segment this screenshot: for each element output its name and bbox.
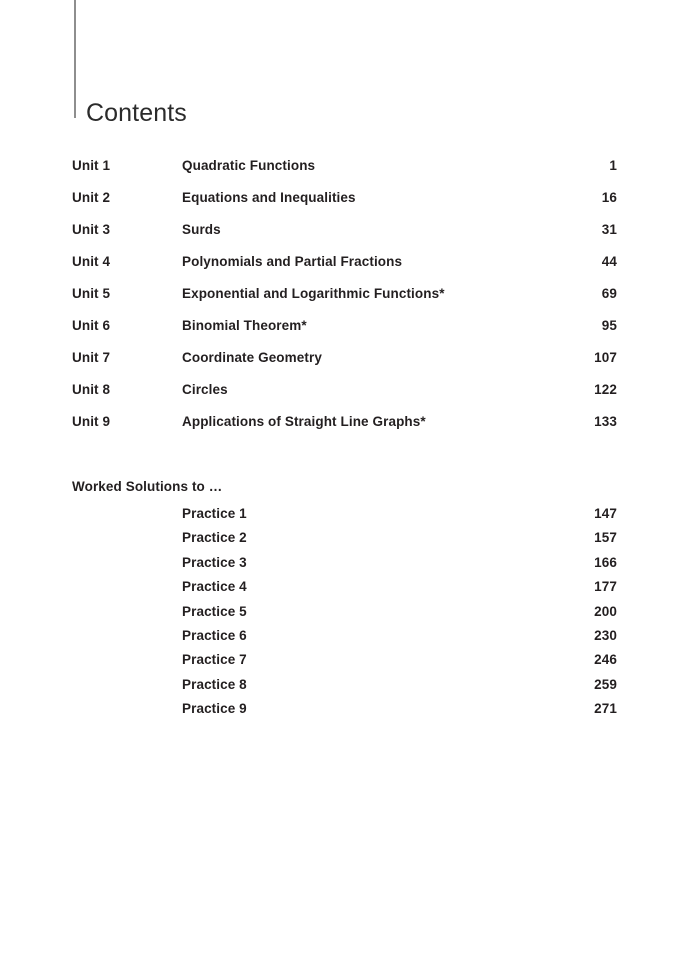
practice-page-number: 271 <box>594 701 617 717</box>
unit-page-number: 107 <box>594 350 617 365</box>
unit-label: Unit 2 <box>72 190 111 205</box>
list-item[interactable] <box>72 530 617 554</box>
table-row[interactable] <box>72 254 617 286</box>
practice-label: Practice 3 <box>182 554 247 570</box>
heading-vertical-rule <box>74 0 76 118</box>
units-table <box>72 158 617 446</box>
unit-page-number: 44 <box>601 254 617 269</box>
unit-page-number: 1 <box>609 158 617 173</box>
unit-label: Unit 1 <box>72 158 111 173</box>
unit-page-number: 133 <box>594 414 617 429</box>
unit-page-number: 31 <box>601 222 617 237</box>
list-item[interactable] <box>72 604 617 628</box>
practice-page-number: 230 <box>594 627 617 643</box>
unit-label: Unit 8 <box>72 382 111 397</box>
practice-page-number: 157 <box>594 530 617 546</box>
table-row[interactable] <box>72 350 617 382</box>
worked-solutions-section <box>72 479 617 726</box>
unit-page-number: 122 <box>594 382 617 397</box>
practice-label: Practice 1 <box>182 506 247 521</box>
unit-page-number: 95 <box>601 318 617 333</box>
practice-page-number: 166 <box>594 554 617 570</box>
unit-title: Polynomials and Partial Fractions <box>182 254 403 269</box>
table-row[interactable] <box>72 414 617 446</box>
unit-title: Coordinate Geometry <box>182 350 322 365</box>
unit-label: Unit 3 <box>72 222 111 237</box>
practice-label: Practice 5 <box>182 603 247 619</box>
practice-label: Practice 2 <box>182 530 247 546</box>
practice-label: Practice 8 <box>182 676 247 692</box>
unit-title: Binomial Theorem* <box>182 318 307 333</box>
practice-page-number: 200 <box>594 603 617 619</box>
list-item[interactable] <box>72 652 617 676</box>
unit-title: Exponential and Logarithmic Functions* <box>182 286 445 301</box>
practice-label: Practice 9 <box>182 701 247 717</box>
unit-label: Unit 4 <box>72 254 111 269</box>
list-item[interactable] <box>72 579 617 603</box>
unit-label: Unit 5 <box>72 286 111 301</box>
table-row[interactable] <box>72 222 617 254</box>
table-row[interactable] <box>72 318 617 350</box>
practice-label: Practice 6 <box>182 627 247 643</box>
practice-page-number: 246 <box>594 652 617 668</box>
table-row[interactable] <box>72 190 617 222</box>
unit-title: Circles <box>182 382 228 397</box>
practice-label: Practice 4 <box>182 579 247 595</box>
unit-title: Applications of Straight Line Graphs* <box>182 414 426 429</box>
worked-solutions-heading: Worked Solutions to … <box>72 479 223 494</box>
list-item[interactable] <box>72 628 617 652</box>
practice-page-number: 177 <box>594 579 617 595</box>
table-row[interactable] <box>72 382 617 414</box>
unit-label: Unit 9 <box>72 414 111 429</box>
unit-title: Equations and Inequalities <box>182 190 356 205</box>
list-item[interactable] <box>72 701 617 725</box>
list-item[interactable] <box>72 677 617 701</box>
table-row[interactable] <box>72 286 617 318</box>
unit-title: Surds <box>182 222 221 237</box>
unit-label: Unit 6 <box>72 318 111 333</box>
unit-page-number: 16 <box>601 190 617 205</box>
unit-page-number: 69 <box>601 286 617 301</box>
page-title: Contents <box>86 98 187 127</box>
unit-label: Unit 7 <box>72 350 111 365</box>
unit-title: Quadratic Functions <box>182 158 316 173</box>
list-item[interactable] <box>72 555 617 579</box>
practice-page-number: 147 <box>594 506 617 521</box>
list-item[interactable] <box>72 506 617 530</box>
table-row[interactable] <box>72 158 617 190</box>
practice-label: Practice 7 <box>182 652 247 668</box>
practice-page-number: 259 <box>594 676 617 692</box>
